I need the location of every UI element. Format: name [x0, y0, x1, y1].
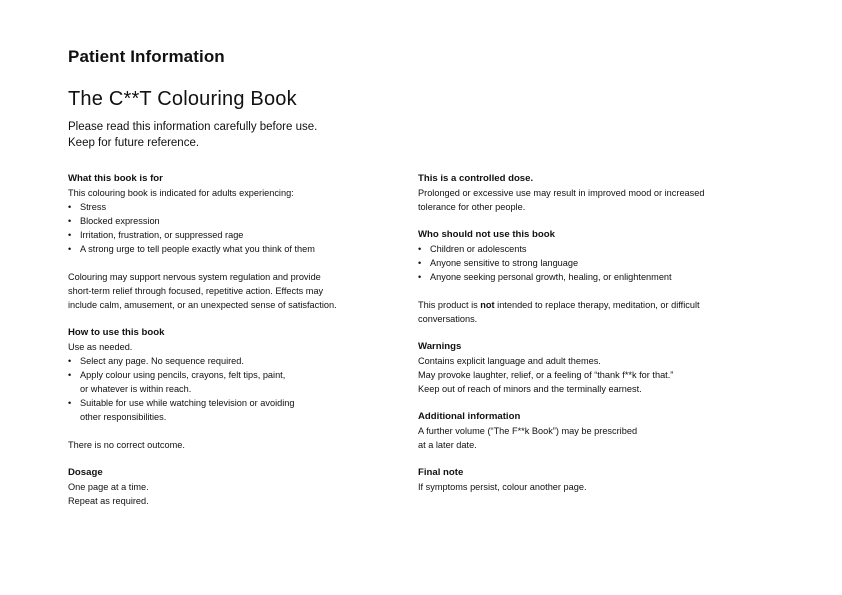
paragraph-text: This product is [418, 300, 481, 310]
paragraph-line: Prolonged or excessive use may result in improved mood or increased [418, 188, 705, 198]
list-item-text: Select any page. No sequence required. [80, 356, 244, 366]
section-warnings [418, 340, 778, 396]
bullet-icon: • [418, 244, 422, 254]
list-item [68, 214, 398, 228]
list-item-text: or whatever is within reach. [80, 384, 192, 394]
section-title: Dosage [68, 467, 103, 478]
section-lead: This colouring book is indicated for adults experiencing: [68, 188, 294, 198]
list-item [68, 368, 398, 396]
section-note: There is no correct outcome. [68, 440, 185, 450]
intro-text [68, 119, 317, 151]
list-item [68, 200, 398, 214]
bullet-icon: • [418, 258, 422, 268]
section-title: What this book is for [68, 173, 163, 184]
list-item [68, 228, 398, 242]
paragraph-line: A further volume (“The F**k Book”) may be prescribed [418, 426, 638, 436]
list-item-text: Anyone seeking personal growth, healing, or enlightenment [430, 272, 672, 282]
list-item-text: Irritation, frustration, or suppressed rage [80, 230, 244, 240]
bullet-icon: • [68, 398, 72, 408]
list-item-text: Blocked expression [80, 216, 160, 226]
list-item [68, 354, 398, 368]
paragraph-line: include calm, amusement, or an unexpected sense of satisfaction. [68, 300, 337, 310]
section-title: Final note [418, 467, 464, 478]
list-item [68, 242, 398, 256]
section-what-for [68, 172, 398, 312]
left-column [68, 172, 398, 508]
paragraph-line: Repeat as required. [68, 496, 149, 506]
list-item-text: other responsibilities. [80, 412, 167, 422]
section-title: This is a controlled dose. [418, 173, 534, 184]
bullet-icon: • [418, 272, 422, 282]
intro-line: Please read this information carefully before use. [68, 121, 318, 133]
right-column [418, 172, 778, 494]
intro-line: Keep for future reference. [68, 137, 200, 149]
list-item-text: Children or adolescents [430, 244, 527, 254]
section-controlled-dose [418, 172, 778, 214]
paragraph-line: Contains explicit language and adult themes. [418, 356, 601, 366]
section-dosage [68, 466, 398, 508]
section-additional-information [418, 410, 778, 452]
list-item-text: Suitable for use while watching television or avoiding [80, 398, 295, 408]
section-lead: Use as needed. [68, 342, 133, 352]
list-item-text: A strong urge to tell people exactly what you think of them [80, 244, 315, 254]
emphasis-text: not [480, 300, 495, 310]
bullet-icon: • [68, 356, 72, 366]
page-heading: Patient Information [68, 47, 225, 66]
bullet-icon: • [68, 244, 72, 254]
bullet-list [418, 242, 778, 284]
section-title: Who should not use this book [418, 229, 555, 240]
section-final-note [418, 466, 778, 494]
bullet-icon: • [68, 230, 72, 240]
paragraph-line: short-term relief through focused, repetitive action. Effects may [68, 286, 324, 296]
list-item [418, 242, 778, 256]
list-item-text: Apply colour using pencils, crayons, felt tips, paint, [80, 370, 286, 380]
paragraph-text: intended to replace therapy, meditation, or difficult [494, 300, 700, 310]
list-item [418, 270, 778, 284]
paragraph-line: Colouring may support nervous system regulation and provide [68, 272, 321, 282]
bullet-icon: • [68, 370, 72, 380]
bullet-icon: • [68, 216, 72, 226]
paragraph-line: at a later date. [418, 440, 477, 450]
book-title: The C**T Colouring Book [68, 88, 297, 110]
paragraph-line: conversations. [418, 314, 478, 324]
paragraph-line: May provoke laughter, relief, or a feeling of “thank f**k for that.” [418, 370, 674, 380]
paragraph-line [418, 298, 778, 312]
bullet-list [68, 200, 398, 256]
paragraph-line: One page at a time. [68, 482, 149, 492]
section-title: Warnings [418, 341, 462, 352]
list-item-text: Anyone sensitive to strong language [430, 258, 579, 268]
list-item-text: Stress [80, 202, 107, 212]
list-item [418, 256, 778, 270]
section-how-to-use [68, 326, 398, 452]
list-item [68, 396, 398, 424]
paragraph-line: If symptoms persist, colour another page. [418, 482, 587, 492]
section-title: Additional information [418, 411, 521, 422]
bullet-icon: • [68, 202, 72, 212]
section-title: How to use this book [68, 327, 165, 338]
paragraph-line: tolerance for other people. [418, 202, 526, 212]
section-who-should-not-use [418, 228, 778, 326]
paragraph-line: Keep out of reach of minors and the terminally earnest. [418, 384, 642, 394]
bullet-list [68, 354, 398, 424]
